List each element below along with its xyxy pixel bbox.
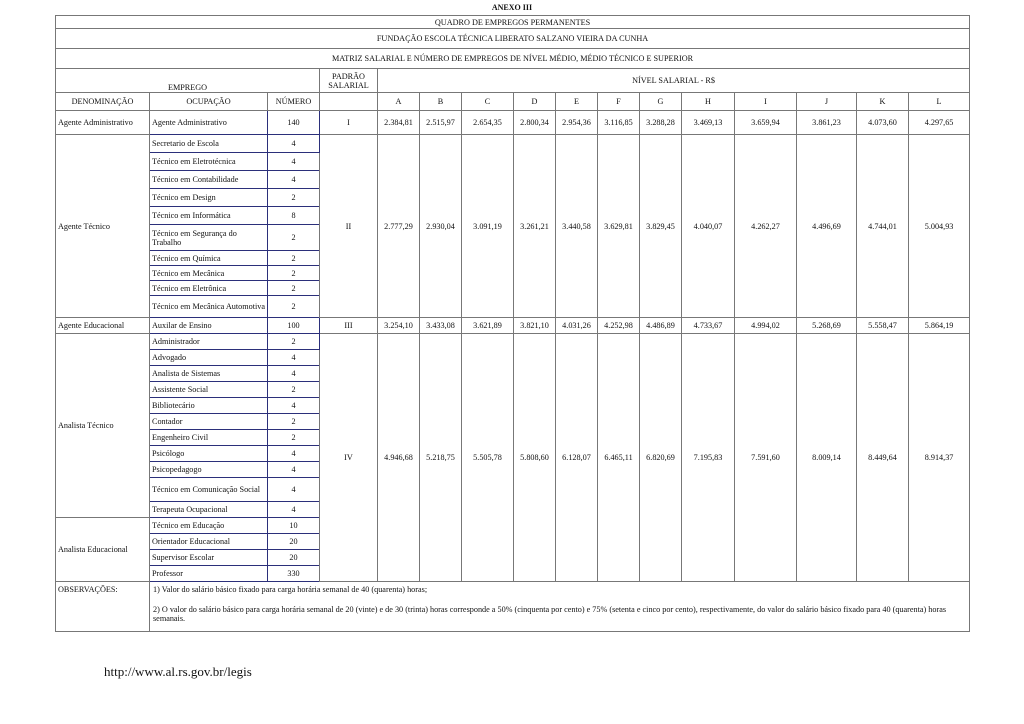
number-cell: 4 [268, 350, 320, 366]
occupation-cell: Terapeuta Ocupacional [150, 502, 268, 518]
salary-value-cell: 4.040,07 [682, 135, 735, 318]
number-cell: 4 [268, 366, 320, 382]
number-cell: 20 [268, 550, 320, 566]
salary-value-cell: 3.829,45 [640, 135, 682, 318]
occupation-cell: Técnico em Informática [150, 207, 268, 225]
salary-value-cell: 3.433,08 [420, 318, 462, 334]
salary-standard-cell: I [320, 111, 378, 135]
number-cell: 4 [268, 478, 320, 502]
number-cell: 4 [268, 462, 320, 478]
table-row [56, 318, 970, 334]
col-level-b: B [420, 93, 462, 111]
salary-value-cell: 4.733,67 [682, 318, 735, 334]
occupation-cell: Auxilar de Ensino [150, 318, 268, 334]
number-cell: 2 [268, 382, 320, 398]
col-level-k: K [857, 93, 909, 111]
denomination-cell: Agente Técnico [56, 135, 150, 318]
number-cell: 2 [268, 334, 320, 350]
occupation-cell: Técnico em Educação [150, 518, 268, 534]
salary-value-cell: 3.254,10 [378, 318, 420, 334]
col-padrao-blank [320, 93, 378, 111]
salary-value-cell: 2.954,36 [556, 111, 598, 135]
occupation-cell: Orientador Educacional [150, 534, 268, 550]
salary-value-cell: 3.261,21 [514, 135, 556, 318]
occupation-cell: Técnico em Design [150, 189, 268, 207]
salary-value-cell: 4.994,02 [735, 318, 797, 334]
salary-value-cell: 3.091,19 [462, 135, 514, 318]
footer-url[interactable]: http://www.al.rs.gov.br/legis [104, 664, 252, 679]
number-cell: 10 [268, 518, 320, 534]
observation-note-1: 1) Valor do salário básico fixado para carga horária semanal de 40 (quarenta) horas; [150, 582, 970, 602]
occupation-cell: Técnico em Segurança do Trabalho [150, 225, 268, 251]
salary-value-cell: 5.558,47 [857, 318, 909, 334]
salary-value-cell: 5.004,93 [909, 135, 970, 318]
occupation-cell: Técnico em Comunicação Social [150, 478, 268, 502]
occupation-cell: Contador [150, 414, 268, 430]
number-cell: 330 [268, 566, 320, 582]
salary-value-cell: 3.288,28 [640, 111, 682, 135]
table-row [56, 111, 970, 135]
salary-value-cell: 2.930,04 [420, 135, 462, 318]
occupation-cell: Técnico em Mecânica [150, 266, 268, 281]
number-cell: 4 [268, 171, 320, 189]
salary-value-cell: 3.116,85 [598, 111, 640, 135]
salary-value-cell: 2.384,81 [378, 111, 420, 135]
salary-value-cell: 4.031,26 [556, 318, 598, 334]
salary-value-cell: 5.218,75 [420, 334, 462, 582]
col-denominacao: DENOMINAÇÃO [56, 93, 150, 111]
number-cell: 4 [268, 135, 320, 153]
number-cell: 2 [268, 189, 320, 207]
salary-value-cell: 4.496,69 [797, 135, 857, 318]
header-line-2: FUNDAÇÃO ESCOLA TÉCNICA LIBERATO SALZANO VIEIRA DA CUNHA [56, 29, 970, 49]
number-cell: 2 [268, 296, 320, 318]
salary-value-cell: 4.297,65 [909, 111, 970, 135]
col-level-l: L [909, 93, 970, 111]
observations-label: OBSERVAÇÕES: [56, 582, 150, 632]
salary-value-cell: 2.777,29 [378, 135, 420, 318]
col-level-f: F [598, 93, 640, 111]
occupation-cell: Advogado [150, 350, 268, 366]
number-cell: 2 [268, 266, 320, 281]
salary-value-cell: 8.449,64 [857, 334, 909, 582]
salary-value-cell: 3.821,10 [514, 318, 556, 334]
col-numero: NÚMERO [268, 93, 320, 111]
number-cell: 2 [268, 430, 320, 446]
occupation-cell: Técnico em Contabilidade [150, 171, 268, 189]
salary-standard-cell: III [320, 318, 378, 334]
denomination-cell: Agente Educacional [56, 318, 150, 334]
denomination-cell: Analista Educacional [56, 518, 150, 582]
occupation-cell: Secretario de Escola [150, 135, 268, 153]
col-level-g: G [640, 93, 682, 111]
salary-standard-cell: IV [320, 334, 378, 582]
annex-title: ANEXO III [491, 3, 533, 12]
salary-value-cell: 3.440,58 [556, 135, 598, 318]
occupation-cell: Assistente Social [150, 382, 268, 398]
number-cell: 20 [268, 534, 320, 550]
salary-value-cell: 3.469,13 [682, 111, 735, 135]
occupation-cell: Bibliotecário [150, 398, 268, 414]
col-level-e: E [556, 93, 598, 111]
number-cell: 8 [268, 207, 320, 225]
occupation-cell: Técnico em Eletrotécnica [150, 153, 268, 171]
number-cell: 140 [268, 111, 320, 135]
salary-value-cell: 2.800,34 [514, 111, 556, 135]
col-level-d: D [514, 93, 556, 111]
salary-value-cell: 5.505,78 [462, 334, 514, 582]
header-line-1: QUADRO DE EMPREGOS PERMANENTES [56, 16, 970, 29]
occupation-cell: Administrador [150, 334, 268, 350]
salary-matrix-table [55, 15, 970, 632]
col-level-i: I [735, 93, 797, 111]
table-row [56, 334, 970, 350]
occupation-cell: Supervisor Escolar [150, 550, 268, 566]
salary-value-cell: 3.659,94 [735, 111, 797, 135]
occupation-cell: Psicólogo [150, 446, 268, 462]
salary-value-cell: 6.820,69 [640, 334, 682, 582]
occupation-cell: Analista de Sistemas [150, 366, 268, 382]
col-ocupacao: OCUPAÇÃO [150, 93, 268, 111]
salary-value-cell: 6.465,11 [598, 334, 640, 582]
observation-note-2: 2) O valor do salário básico para carga horária semanal de 20 (vinte) e de 30 (trinta) horas corresponde a 50% (cinquenta por cento) e 75% (setenta e cinco por cento), respectivamente, do valor do salário básico fixado para 40 (quarenta) horas semanais. [150, 602, 970, 632]
col-level-a: A [378, 93, 420, 111]
col-emprego: EMPREGO [56, 69, 320, 93]
col-level-j: J [797, 93, 857, 111]
salary-value-cell: 4.262,27 [735, 135, 797, 318]
occupation-cell: Engenheiro Civil [150, 430, 268, 446]
salary-value-cell: 4.073,60 [857, 111, 909, 135]
number-cell: 100 [268, 318, 320, 334]
salary-standard-cell: II [320, 135, 378, 318]
table-row [56, 135, 970, 153]
col-level-c: C [462, 93, 514, 111]
denomination-cell: Agente Administrativo [56, 111, 150, 135]
salary-value-cell: 8.914,37 [909, 334, 970, 582]
number-cell: 4 [268, 446, 320, 462]
col-nivel-salarial: NÍVEL SALARIAL - R$ [378, 69, 970, 93]
occupation-cell: Técnico em Mecânica Automotiva [150, 296, 268, 318]
salary-value-cell: 4.252,98 [598, 318, 640, 334]
occupation-cell: Técnico em Química [150, 251, 268, 266]
occupation-cell: Professor [150, 566, 268, 582]
salary-value-cell: 3.861,23 [797, 111, 857, 135]
salary-value-cell: 3.629,81 [598, 135, 640, 318]
number-cell: 2 [268, 251, 320, 266]
number-cell: 4 [268, 398, 320, 414]
salary-value-cell: 7.195,83 [682, 334, 735, 582]
number-cell: 2 [268, 281, 320, 296]
number-cell: 2 [268, 225, 320, 251]
occupation-cell: Psicopedagogo [150, 462, 268, 478]
salary-value-cell: 8.009,14 [797, 334, 857, 582]
salary-value-cell: 4.946,68 [378, 334, 420, 582]
number-cell: 4 [268, 153, 320, 171]
number-cell: 2 [268, 414, 320, 430]
salary-value-cell: 5.268,69 [797, 318, 857, 334]
header-line-3: MATRIZ SALARIAL E NÚMERO DE EMPREGOS DE NÍVEL MÉDIO, MÉDIO TÉCNICO E SUPERIOR [56, 49, 970, 69]
number-cell: 4 [268, 502, 320, 518]
salary-value-cell: 3.621,89 [462, 318, 514, 334]
denomination-cell: Analista Técnico [56, 334, 150, 518]
salary-value-cell: 4.744,01 [857, 135, 909, 318]
salary-value-cell: 5.808,60 [514, 334, 556, 582]
col-padrao-salarial: PADRÃO SALARIAL [320, 69, 378, 93]
occupation-cell: Agente Administrativo [150, 111, 268, 135]
salary-value-cell: 2.654,35 [462, 111, 514, 135]
salary-value-cell: 5.864,19 [909, 318, 970, 334]
salary-value-cell: 6.128,07 [556, 334, 598, 582]
salary-value-cell: 4.486,89 [640, 318, 682, 334]
salary-value-cell: 2.515,97 [420, 111, 462, 135]
col-level-h: H [682, 93, 735, 111]
occupation-cell: Técnico em Eletrônica [150, 281, 268, 296]
salary-value-cell: 7.591,60 [735, 334, 797, 582]
